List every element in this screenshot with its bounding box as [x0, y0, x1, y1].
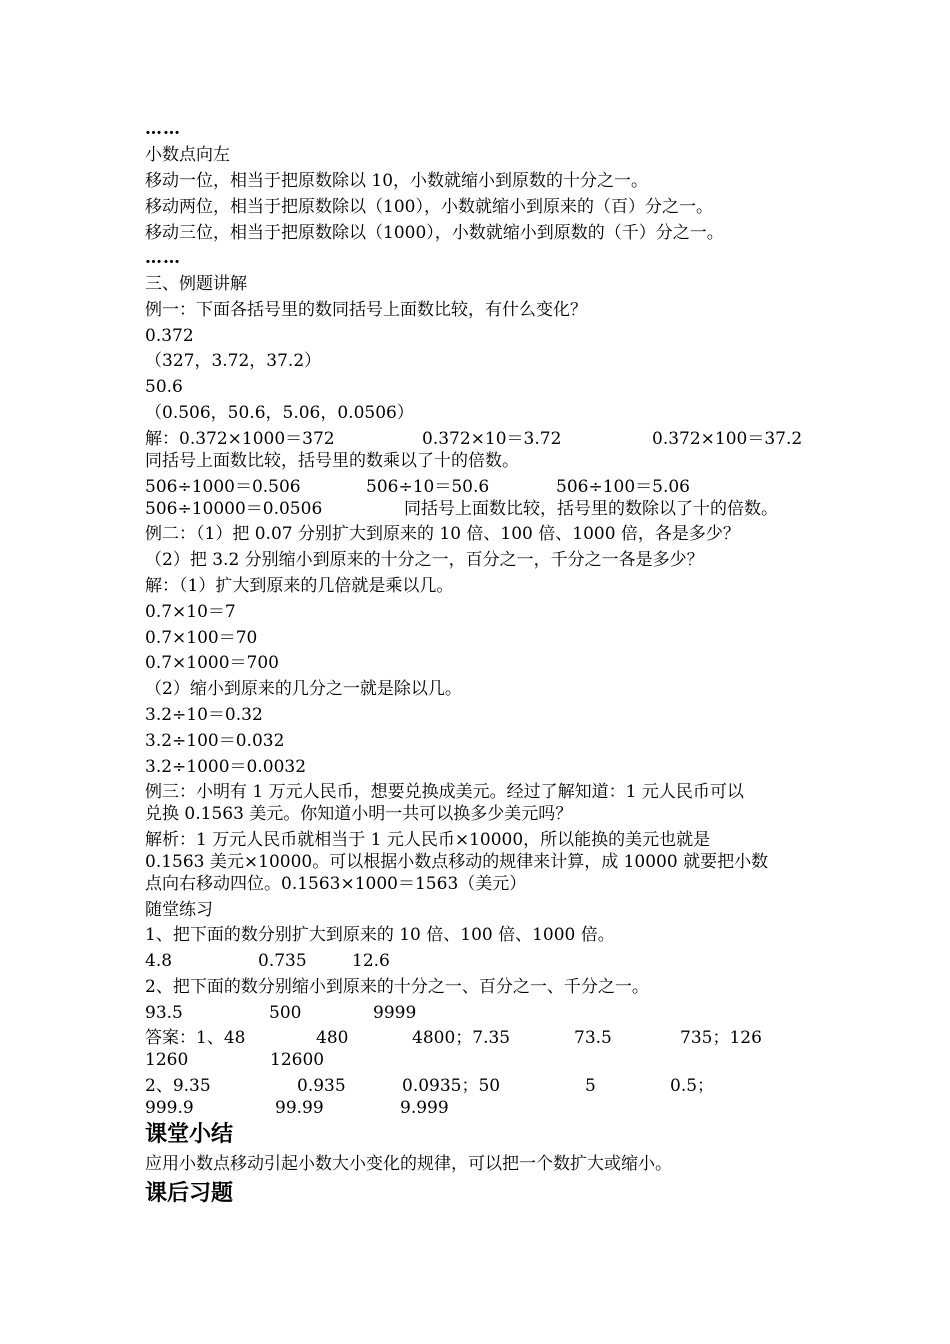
answer-cell: 12600 [270, 1050, 325, 1070]
answer-cell: 答案：1、48 [145, 1028, 246, 1048]
example-3-question: 例三：小明有 1 万元人民币，想要兑换成美元。经过了解知道：1 元人民币可以 [145, 782, 744, 802]
text-line: 同括号上面数比较，括号里的数乘以了十的倍数。 [145, 451, 519, 471]
text-line: 3.2÷10＝0.32 [145, 705, 263, 725]
answer-cell: 99.99 [275, 1098, 324, 1118]
exercise-value: 500 [269, 1003, 302, 1023]
text-line: 0.7×100＝70 [145, 628, 258, 648]
answer-cell: 999.9 [145, 1098, 194, 1118]
text-line: （2）缩小到原来的几分之一就是除以几。 [145, 679, 462, 699]
text-line: 移动一位，相当于把原数除以 10，小数就缩小到原数的十分之一。 [145, 171, 649, 191]
exercise-2: 2、把下面的数分别缩小到原来的十分之一、百分之一、千分之一。 [145, 977, 649, 997]
answer-cell: 0.5； [670, 1076, 715, 1096]
example-2-question: 例二：（1）把 0.07 分别扩大到原来的 10 倍、100 倍、1000 倍，各是多少？ [145, 524, 740, 544]
answer-cell: 480 [316, 1028, 349, 1048]
answer-cell: 0.935 [297, 1076, 346, 1096]
exercise-value: 0.735 [258, 951, 307, 971]
text-line: 移动三位，相当于把原数除以（1000），小数就缩小到原数的（千）分之一。 [145, 223, 724, 243]
answer-cell: 73.5 [574, 1028, 612, 1048]
example-1-question: 例一：下面各括号里的数同括号上面数比较，有什么变化？ [145, 300, 587, 320]
exercise-value: 12.6 [352, 951, 390, 971]
answer-cell: 5 [585, 1076, 596, 1096]
exercise-1: 1、把下面的数分别扩大到原来的 10 倍、100 倍、1000 倍。 [145, 925, 615, 945]
text-line: （0.506，50.6，5.06，0.0506） [145, 403, 414, 423]
calc-cell: 506÷10＝50.6 [366, 477, 490, 497]
ellipsis: …… [145, 248, 181, 268]
section-title-homework: 课后习题 [145, 1181, 234, 1206]
text-line: 50.6 [145, 377, 183, 397]
text-line: 0.1563 美元×10000。可以根据小数点移动的规律来计算，成 10000 就要把小数 [145, 852, 769, 872]
section-title-summary: 课堂小结 [145, 1122, 234, 1147]
calc-cell: 同括号上面数比较，括号里的数除以了十的倍数。 [404, 499, 778, 519]
text-line: 0.7×1000＝700 [145, 653, 279, 673]
answer-cell: 1260 [145, 1050, 189, 1070]
calc-cell: 解：0.372×1000＝372 [145, 429, 335, 449]
answer-cell: 9.999 [400, 1098, 449, 1118]
text-line: 3.2÷1000＝0.0032 [145, 757, 307, 777]
summary-text: 应用小数点移动引起小数大小变化的规律，可以把一个数扩大或缩小。 [145, 1154, 672, 1174]
text-line: 解：（1）扩大到原来的几倍就是乘以几。 [145, 576, 454, 596]
text-line: 0.7×10＝7 [145, 602, 236, 622]
text-line: 3.2÷100＝0.032 [145, 731, 285, 751]
text-line: （2）把 3.2 分别缩小到原来的十分之一，百分之一，千分之一各是多少？ [145, 550, 704, 570]
calc-cell: 506÷10000＝0.0506 [145, 499, 323, 519]
text-line: （327，3.72，37.2） [145, 351, 322, 371]
calc-cell: 506÷100＝5.06 [556, 477, 690, 497]
text-line: 点向右移动四位。0.1563×1000＝1563（美元） [145, 874, 527, 894]
answer-cell: 4800；7.35 [412, 1028, 511, 1048]
calc-cell: 506÷1000＝0.506 [145, 477, 301, 497]
text-line: 移动两位，相当于把原数除以（100），小数就缩小到原来的（百）分之一。 [145, 197, 713, 217]
exercise-value: 93.5 [145, 1003, 183, 1023]
text-line: 0.372 [145, 326, 194, 346]
text-line: 兑换 0.1563 美元。你知道小明一共可以换多少美元吗？ [145, 804, 573, 824]
calc-cell: 0.372×10＝3.72 [422, 429, 562, 449]
answer-cell: 0.0935；50 [402, 1076, 501, 1096]
exercise-value: 9999 [373, 1003, 417, 1023]
answer-cell: 2、9.35 [145, 1076, 211, 1096]
section-heading: 随堂练习 [145, 900, 213, 920]
section-heading: 三、例题讲解 [145, 274, 247, 294]
ellipsis: …… [145, 119, 181, 139]
answer-cell: 735；126 [680, 1028, 762, 1048]
text-line: 小数点向左 [145, 145, 230, 165]
exercise-value: 4.8 [145, 951, 173, 971]
text-line: 解析：1 万元人民币就相当于 1 元人民币×10000，所以能换的美元也就是 [145, 830, 711, 850]
calc-cell: 0.372×100＝37.2 [652, 429, 803, 449]
